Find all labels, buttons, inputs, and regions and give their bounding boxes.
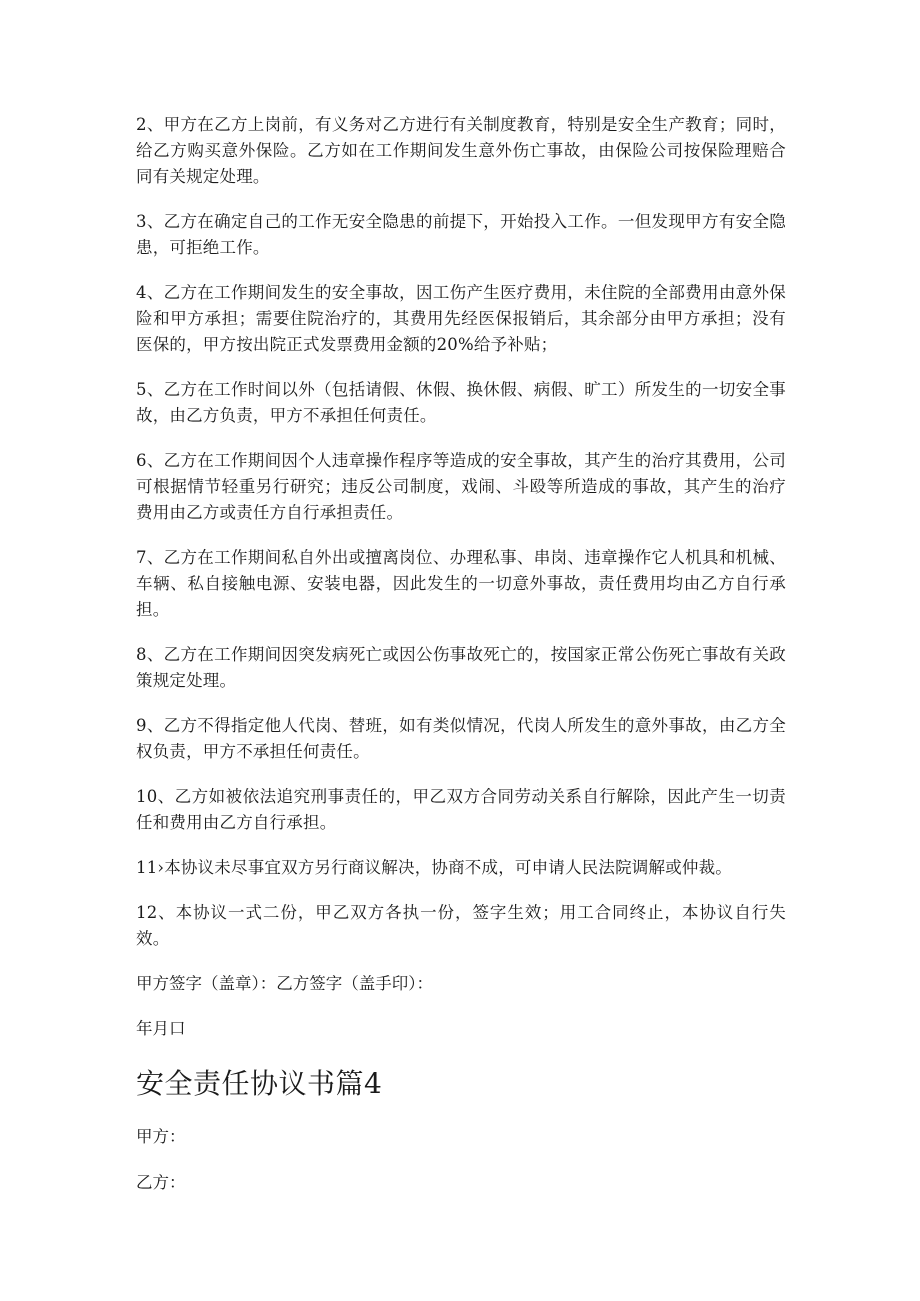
clause-8: 8、乙方在工作期间因突发病死亡或因公伤事故死亡的，按国家正常公伤死亡事故有关政策规定处理。: [136, 645, 786, 690]
clause-10: 10、乙方如被依法追究刑事责任的，甲乙双方合同劳动关系自行解除，因此产生一切责任和费用由乙方自行承担。: [136, 787, 786, 832]
clause-11: 11›本协议未尽事宜双方另行商议解决，协商不成，可申请人民法院调解或仲裁。: [136, 858, 732, 877]
party-a-label: 甲方：: [136, 1127, 186, 1146]
clause-9: 9、乙方不得指定他人代岗、替班，如有类似情况，代岗人所发生的意外事故，由乙方全权负责，甲方不承担任何责任。: [136, 716, 786, 761]
section-heading: 安全责任协议书篇4: [136, 1067, 383, 1100]
clause-6: 6、乙方在工作期间因个人违章操作程序等造成的安全事故，其产生的治疗其费用，公司可根据情节轻重另行研究；违反公司制度，戏闹、斗殴等所造成的事故，其产生的治疗费用由乙方或责任方自行承担责任。: [136, 451, 786, 522]
clause-2: 2、甲方在乙方上岗前，有义务对乙方进行有关制度教育，特别是安全生产教育；同时，给乙方购买意外保险。乙方如在工作期间发生意外伤亡事故，由保险公司按保险理赔合同有关规定处理。: [136, 115, 786, 186]
clause-12: 12、本协议一式二份，甲乙双方各执一份，签字生效；用工合同终止，本协议自行失效。: [136, 903, 786, 948]
clause-4: 4、乙方在工作期间发生的安全事故，因工伤产生医疗费用，未住院的全部费用由意外保险和甲方承担；需要住院治疗的，其费用先经医保报销后，其余部分由甲方承担；没有医保的，甲方按出院正式发票费用金额的20%给予补贴；: [136, 283, 786, 354]
clause-3: 3、乙方在确定自己的工作无安全隐患的前提下，开始投入工作。一但发现甲方有安全隐患，可拒绝工作。: [136, 212, 786, 257]
date-line: 年月口: [136, 1019, 186, 1038]
signature-line: 甲方签字（盖章）：乙方签字（盖手印）：: [136, 974, 433, 993]
document-page: [136, 112, 786, 1216]
party-b-label: 乙方：: [136, 1173, 186, 1192]
clause-7: 7、乙方在工作期间私自外出或擅离岗位、办理私事、串岗、违章操作它人机具和机械、车辆、私自接触电源、安装电器，因此发生的一切意外事故，责任费用均由乙方自行承担。: [136, 548, 786, 619]
clause-5: 5、乙方在工作时间以外（包括请假、休假、换休假、病假、旷工）所发生的一切安全事故，由乙方负责，甲方不承担任何责任。: [136, 380, 786, 425]
